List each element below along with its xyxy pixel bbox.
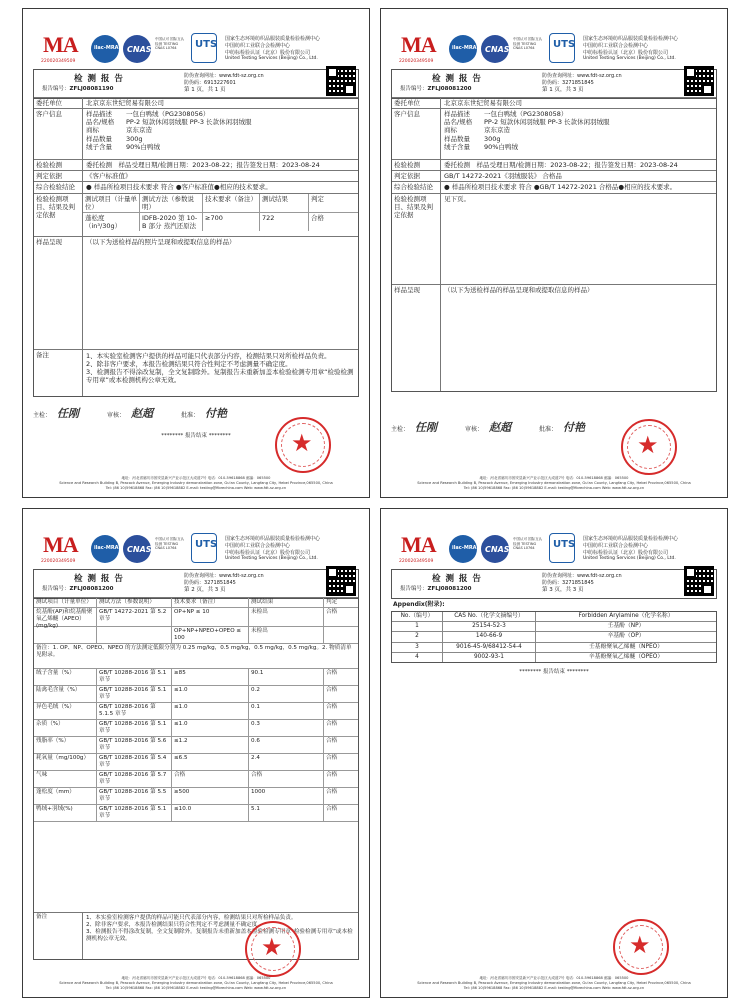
cnas-logo-text: CNAS bbox=[127, 545, 152, 554]
official-seal: ★ bbox=[275, 417, 331, 473]
anti-fake-info: 防伪查询网址：www.fdt-sz.org.cn 防伪码：6913227601 bbox=[184, 73, 264, 86]
appendix-title: Appendix(附录): bbox=[393, 601, 445, 608]
ilac-mra-logo: ilac-MRA bbox=[91, 535, 119, 563]
remark-label: 备注 bbox=[34, 913, 83, 959]
photo-label: 样品呈现 bbox=[34, 237, 83, 349]
report-title: 检 测 报 告 bbox=[74, 74, 124, 84]
header-logos bbox=[391, 31, 717, 71]
report-header bbox=[391, 69, 717, 99]
cma-logo: MA 220020349509 bbox=[399, 32, 436, 64]
cma-logo: MA 220020349509 bbox=[41, 32, 78, 64]
signatures: 主检： 任刚 审核： 赵超 批准： 付艳 bbox=[391, 421, 586, 434]
report-page-4 bbox=[380, 508, 728, 998]
cnas-logo-text: CNAS bbox=[485, 45, 510, 54]
client-value: 北京京东世纪贸易有限公司 bbox=[444, 99, 522, 107]
remarks: 1、本实验室检测客户提供的样品可能只代表部分内容，检测结果只对所检样品负责。 2、除非客户要求，本报告检测结果只符合性判定不考虑测量不确定度。 3、检测报告不得涂改复制，全文复制除外。复制报告未重新加盖本检验检测专用章“检验检测专用章”或本检测机构公章无效。 bbox=[86, 351, 354, 384]
client-label: 委托单位 bbox=[392, 98, 441, 108]
organization-name: 国家生态环境纺织品服装质量检验检测中心 中国纺织工业联合会检测中心 中纺标检验认证（北京）股份有限公司 United Testing Services (Beijing) Co., Ltd. bbox=[583, 36, 679, 62]
standard-label: 判定依据 bbox=[392, 171, 441, 181]
uts-logo: UTS bbox=[191, 33, 217, 63]
report-header bbox=[391, 569, 717, 599]
conclusion-value: ● 样品所检项目技术要求 符合 ●客户标准值●相应的技术要求。 bbox=[86, 183, 272, 192]
cnas-logo-text: CNAS bbox=[127, 45, 152, 54]
report-number: 报告编号：ZFLJ08081190 bbox=[42, 86, 114, 92]
appendix-table: No.（编号） CAS No.（化学文摘编号） Forbidden Arylamine（化学名称） 1 25154-52-3 壬基酚（NP） 2 140-66-9 辛基酚（OP） 3 9016-45-9/68412-54-4 壬基酚聚氧乙烯醚（NPEO） 4 9002-93-1 辛基酚聚氧乙烯醚（OPEO） bbox=[391, 611, 717, 663]
uts-logo: UTS bbox=[549, 33, 575, 63]
qr-code bbox=[326, 66, 356, 96]
anti-fake-info: 防伪查询网址：www.fdt-sz.org.cn 防伪码：3271851845 bbox=[542, 573, 622, 586]
header-logos bbox=[391, 531, 717, 571]
page-footer: 地址：河北省廊坊市固安县新兴产业示范区大成道7号 电话：010-59618868 邮编：065500 Science and Research Building B, Peacock Avenue, Emerging Industry demonstration zone, Gu'an County, Langfang City, Hebei Province,065500, China Tel: (86 10)59618868 Fax: (86 10)59618882 E-mail: testing@fibrechina.com Web: www.fdt-sz.org.cn bbox=[417, 475, 691, 490]
page-number: 第 1 页，共 3 页 bbox=[542, 87, 584, 93]
report-title: 检 测 报 告 bbox=[74, 574, 124, 584]
conclusion-value: ● 样品所检项目技术要求 符合 ●GB/T 14272-2021 合格品●相应的技术要求。 bbox=[444, 183, 677, 192]
signatures: 主检： 任刚 审核： 赵超 批准： 付艳 bbox=[33, 407, 228, 420]
page-number: 第 3 页，共 3 页 bbox=[542, 587, 584, 593]
organization-name: 国家生态环境纺织品服装质量检验检测中心 中国纺织工业联合会检测中心 中纺标检验认证（北京）股份有限公司 United Testing Services (Beijing) Co., Ltd. bbox=[225, 36, 321, 62]
qr-code bbox=[684, 566, 714, 596]
remarks: 1、本实验室检测客户提供的样品可能只代表部分内容，检测结果只对所检样品负责。 2、除非客户要求，本报告检测结果只符合性判定不考虑测量不确定度。 3、检测报告不得涂改复制，全文复制除外。复制报告未重新加盖本检验检测专用章“检验检测专用章”或本检测机构公章无效。 bbox=[86, 914, 353, 942]
standard-label: 判定依据 bbox=[34, 171, 83, 181]
remark-label: 备注 bbox=[34, 350, 83, 396]
sample-label: 客户信息 bbox=[392, 109, 441, 159]
ilac-mra-logo: ilac-MRA bbox=[449, 535, 477, 563]
uts-logo: UTS bbox=[549, 533, 575, 563]
photo-area: （以下为送检样品的照片呈现和或提取信息的样品） bbox=[86, 237, 236, 246]
cnas-note: 中国认可 国际互认 检测 TESTING CNAS L0764 bbox=[155, 37, 185, 51]
items-table: 测试项目（计量单位） 测试方法（参数说明） 技术要求（备注） 测试结果 判定 蓬松度（in³/30g） IDFB-2020 第 10-B 部分 蒸汽还原法 ≥700 722 合格 bbox=[83, 194, 358, 236]
report-page-1 bbox=[22, 8, 370, 498]
cnas-note: 中国认可 国际互认 检测 TESTING CNAS L0764 bbox=[513, 37, 543, 51]
report-number: 报告编号：ZFLJ08081200 bbox=[400, 586, 472, 592]
sample-label: 客户信息 bbox=[34, 109, 83, 159]
qr-code bbox=[684, 66, 714, 96]
qr-code bbox=[326, 566, 356, 596]
client-value: 北京京东世纪贸易有限公司 bbox=[86, 99, 164, 107]
test-type: 委托检测 样品受理日期/检测日期：2023-08-22；报告签发日期：2023-08-24 bbox=[444, 161, 678, 170]
report-title: 检 测 报 告 bbox=[432, 574, 482, 584]
report-end: ******** 报告结束 ******** bbox=[519, 669, 589, 675]
page-footer: 地址：河北省廊坊市固安县新兴产业示范区大成道7号 电话：010-59618868 邮编：065500 Science and Research Building B, Peacock Avenue, Emerging Industry demonstration zone, Gu'an County, Langfang City, Hebei Province,065500, China Tel: (86 10)59618868 Fax: (86 10)59618882 E-mail: testing@fibrechina.com Web: www.fdt-sz.org.cn bbox=[59, 475, 333, 490]
report-page-3 bbox=[22, 508, 370, 998]
cnas-note: 中国认可 国际互认 检测 TESTING CNAS L0764 bbox=[513, 537, 543, 551]
page-footer: 地址：河北省廊坊市固安县新兴产业示范区大成道7号 电话：010-59618868 邮编：065500 Science and Research Building B, Peacock Avenue, Emerging Industry demonstration zone, Gu'an County, Langfang City, Hebei Province,065500, China Tel: (86 10)59618868 Fax: (86 10)59618882 E-mail: testing@fibrechina.com Web: www.fdt-sz.org.cn bbox=[59, 975, 333, 990]
report-table bbox=[33, 97, 359, 397]
cnas-logo-text: CNAS bbox=[485, 545, 510, 554]
header-logos bbox=[33, 31, 359, 71]
items-value: 见下页。 bbox=[444, 194, 470, 203]
organization-name: 国家生态环境纺织品服装质量检验检测中心 中国纺织工业联合会检测中心 中纺标检验认证（北京）股份有限公司 United Testing Services (Beijing) Co., Ltd. bbox=[225, 536, 321, 562]
client-label: 委托单位 bbox=[34, 98, 83, 108]
ilac-mra-logo: ilac-MRA bbox=[91, 35, 119, 63]
sample-info: 样品描述 一包白鸭绒（PG2308056） 品名/规格 PP-2 短款休闲羽绒服 PP-3 长款休闲羽绒服 商标 京东京造 样品数量 300g 绒子含量 90%白鸭绒 bbox=[86, 110, 252, 151]
photo-area: （以下为送检样品的样品呈现和或提取信息的样品） bbox=[444, 285, 594, 294]
report-header bbox=[33, 569, 359, 599]
report-page-2 bbox=[380, 8, 728, 498]
items-label: 检验检测项目、结果及判定依据 bbox=[392, 194, 441, 284]
report-title: 检 测 报 告 bbox=[432, 74, 482, 84]
cma-logo: MA 220020349509 bbox=[399, 532, 436, 564]
official-seal: ★ bbox=[613, 919, 669, 975]
report-header bbox=[33, 69, 359, 99]
report-end: ******** 报告结束 ******** bbox=[161, 433, 231, 439]
page-number: 第 1 页，共 1 页 bbox=[184, 87, 226, 93]
sample-info: 样品描述 一包白鸭绒（PG2308058） 品名/规格 PP-2 短款休闲羽绒服 PP-3 长款休闲羽绒服 商标 京东京造 样品数量 300g 绒子含量 90%白鸭绒 bbox=[444, 110, 610, 151]
conclusion-label: 综合检验结论 bbox=[392, 182, 441, 192]
standard-value: GB/T 14272-2021《羽绒服装》 合格品 bbox=[444, 172, 562, 181]
ap-note: 备注：1. OP、NP、OPEO、NPEO 的方法测定低限分别为 0.25 mg/kg，0.5 mg/kg，0.5 mg/kg，0.5 mg/kg。2. 物质清单见附录。 bbox=[36, 644, 352, 658]
page-number: 第 2 页，共 3 页 bbox=[184, 587, 226, 593]
report-table bbox=[391, 97, 717, 392]
results-table: 测试项目（计量单位） 测试方法（参数说明） 技术要求（备注） 测试结果 判定 烷基酚(AP)和烷基酚聚氧乙烯醚（APEO）(mg/kg) GB/T 14272-2021 第 5.2 章节 OP+NP ≤ 10 未检出 合格 OP+NP+NPEO+OPEO ≤ 100 未检出 备注：1. OP、NP、OPEO、NPEO 的方法测定低限分别为 0.25 mg/kg，0.5 mg/kg，0.5 mg/kg，0.5 mg/kg。2. 物质清单见附录。 绒子含量（%） GB/T 10288-2016 第 5.1 章节 ≥85 90.1 合格 陆禽毛含量（%） GB/T 10288-2016 第 5.1 章节 ≤1.0 0.2 合格 异色毛绒（%） GB/T 10288-2016 第 5.1.5 章节 ≤1.0 0.1 合格 杂质（%） GB/T 10288-2016 第 5.1 章节 ≤1.0 0.3 合格 残脂率（%） GB/T 10288-2016 第 5.6 章节 ≤1.2 0.6 合格 耗氧量（mg/100g） GB/T 10288-2016 第 5.4 章节 ≤6.5 2.4 合格 气味 GB/T 10288-2016 第 5.7 章节 合格 合格 合格 蓬松度（mm） GB/T 10288-2016 第 5.5 章节 ≥500 1000 合格 鸭绒+羽绒(%) GB/T 10288-2016 第 5.1 章节 ≤10.0 5.1 合格 备注 1、本实验室检测客户提供的样品可能只代表部分内容，检测结果只对所检样品负责。 2、除非客户要求，本报告检测结果只符合性判定不考虑测量不确定度。 3、检测报告不得涂改复制，全文复制除外。复制报告未重新加盖本检验检测专用章“检验检测专用章”或本检测机构公章无效。 bbox=[33, 597, 359, 960]
ilac-mra-logo: ilac-MRA bbox=[449, 35, 477, 63]
organization-name: 国家生态环境纺织品服装质量检验检测中心 中国纺织工业联合会检测中心 中纺标检验认证（北京）股份有限公司 United Testing Services (Beijing) Co., Ltd. bbox=[583, 536, 679, 562]
test-type: 委托检测 样品受理日期/检测日期：2023-08-22；报告签发日期：2023-08-24 bbox=[86, 161, 320, 170]
items-label: 检验检测项目、结果及判定依据 bbox=[34, 194, 83, 236]
official-seal: ★ bbox=[621, 419, 677, 475]
anti-fake-info: 防伪查询网址：www.fdt-sz.org.cn 防伪码：3271851845 bbox=[184, 573, 264, 586]
report-number: 报告编号：ZFLJ08081200 bbox=[42, 586, 114, 592]
cma-logo: MA 220020349509 bbox=[41, 532, 78, 564]
standard-value: 《客户标准值》 bbox=[86, 172, 132, 181]
header-logos bbox=[33, 531, 359, 571]
test-type-label: 检验检测 bbox=[34, 160, 83, 170]
photo-label: 样品呈现 bbox=[392, 285, 441, 391]
cnas-note: 中国认可 国际互认 检测 TESTING CNAS L0764 bbox=[155, 537, 185, 551]
official-seal: ★ bbox=[245, 921, 301, 977]
report-number: 报告编号：ZFLJ08081200 bbox=[400, 86, 472, 92]
anti-fake-info: 防伪查询网址：www.fdt-sz.org.cn 防伪码：3271851845 bbox=[542, 73, 622, 86]
page-footer: 地址：河北省廊坊市固安县新兴产业示范区大成道7号 电话：010-59618868 邮编：065500 Science and Research Building B, Peacock Avenue, Emerging Industry demonstration zone, Gu'an County, Langfang City, Hebei Province,065500, China Tel: (86 10)59618868 Fax: (86 10)59618882 E-mail: testing@fibrechina.com Web: www.fdt-sz.org.cn bbox=[417, 975, 691, 990]
uts-logo: UTS bbox=[191, 533, 217, 563]
test-type-label: 检验检测 bbox=[392, 160, 441, 170]
conclusion-label: 综合检验结论 bbox=[34, 182, 83, 192]
